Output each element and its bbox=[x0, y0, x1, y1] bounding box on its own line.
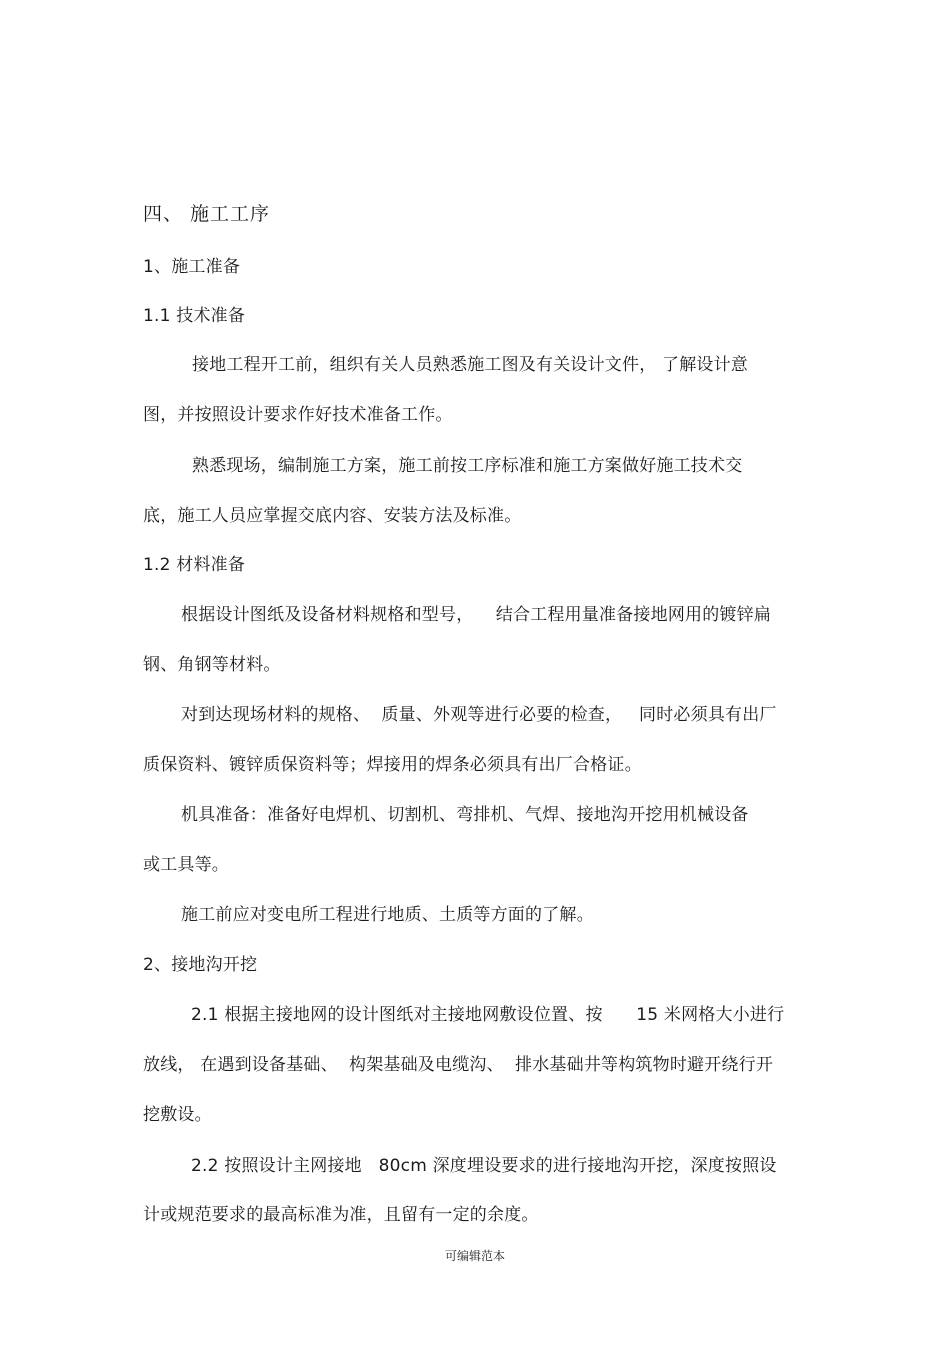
paragraph-line: 施工前应对变电所工程进行地质、土质等方面的了解。 bbox=[181, 905, 594, 925]
paragraph-line: 对到达现场材料的规格、 质量、外观等进行必要的检查， 同时必须具有出厂 bbox=[181, 705, 777, 725]
page-footer: 可编辑范本 bbox=[444, 1249, 505, 1263]
paragraph-line: 2.1 根据主接地网的设计图纸对主接地网敷设位置、按 15 米网格大小进行 bbox=[191, 1005, 785, 1025]
paragraph-line: 底，施工人员应掌握交底内容、安装方法及标准。 bbox=[143, 506, 522, 526]
paragraph-line: 熟悉现场，编制施工方案，施工前按工序标准和施工方案做好施工技术交 bbox=[192, 456, 743, 476]
paragraph-line: 计或规范要求的最高标准为准，且留有一定的余度。 bbox=[143, 1205, 539, 1225]
paragraph-line: 图，并按照设计要求作好技术准备工作。 bbox=[143, 405, 453, 425]
paragraph-line: 挖敷设。 bbox=[143, 1105, 212, 1125]
paragraph-line: 钢、角钢等材料。 bbox=[143, 655, 281, 675]
paragraph-line: 质保资料、镀锌质保资料等；焊接用的焊条必须具有出厂合格证。 bbox=[143, 755, 642, 775]
section-heading: 四、 施工工序 bbox=[143, 203, 271, 225]
paragraph-line: 放线， 在遇到设备基础、 构架基础及电缆沟、 排水基础井等构筑物时避开绕行开 bbox=[143, 1055, 774, 1075]
paragraph-line: 或工具等。 bbox=[143, 855, 229, 875]
subheading-material-preparation: 1.2 材料准备 bbox=[143, 555, 246, 575]
paragraph-line: 2.2 按照设计主网接地 80cm 深度埋设要求的进行接地沟开挖，深度按照设 bbox=[191, 1156, 777, 1176]
paragraph-line: 机具准备：准备好电焊机、切割机、弯排机、气焊、接地沟开挖用机械设备 bbox=[181, 805, 749, 825]
subheading-trench-excavation: 2、接地沟开挖 bbox=[143, 955, 258, 975]
subheading-construction-preparation: 1、施工准备 bbox=[143, 257, 241, 277]
paragraph-line: 接地工程开工前，组织有关人员熟悉施工图及有关设计文件， 了解设计意 bbox=[192, 355, 749, 375]
subheading-technical-preparation: 1.1 技术准备 bbox=[143, 306, 246, 326]
paragraph-line: 根据设计图纸及设备材料规格和型号， 结合工程用量准备接地网用的镀锌扁 bbox=[181, 605, 772, 625]
